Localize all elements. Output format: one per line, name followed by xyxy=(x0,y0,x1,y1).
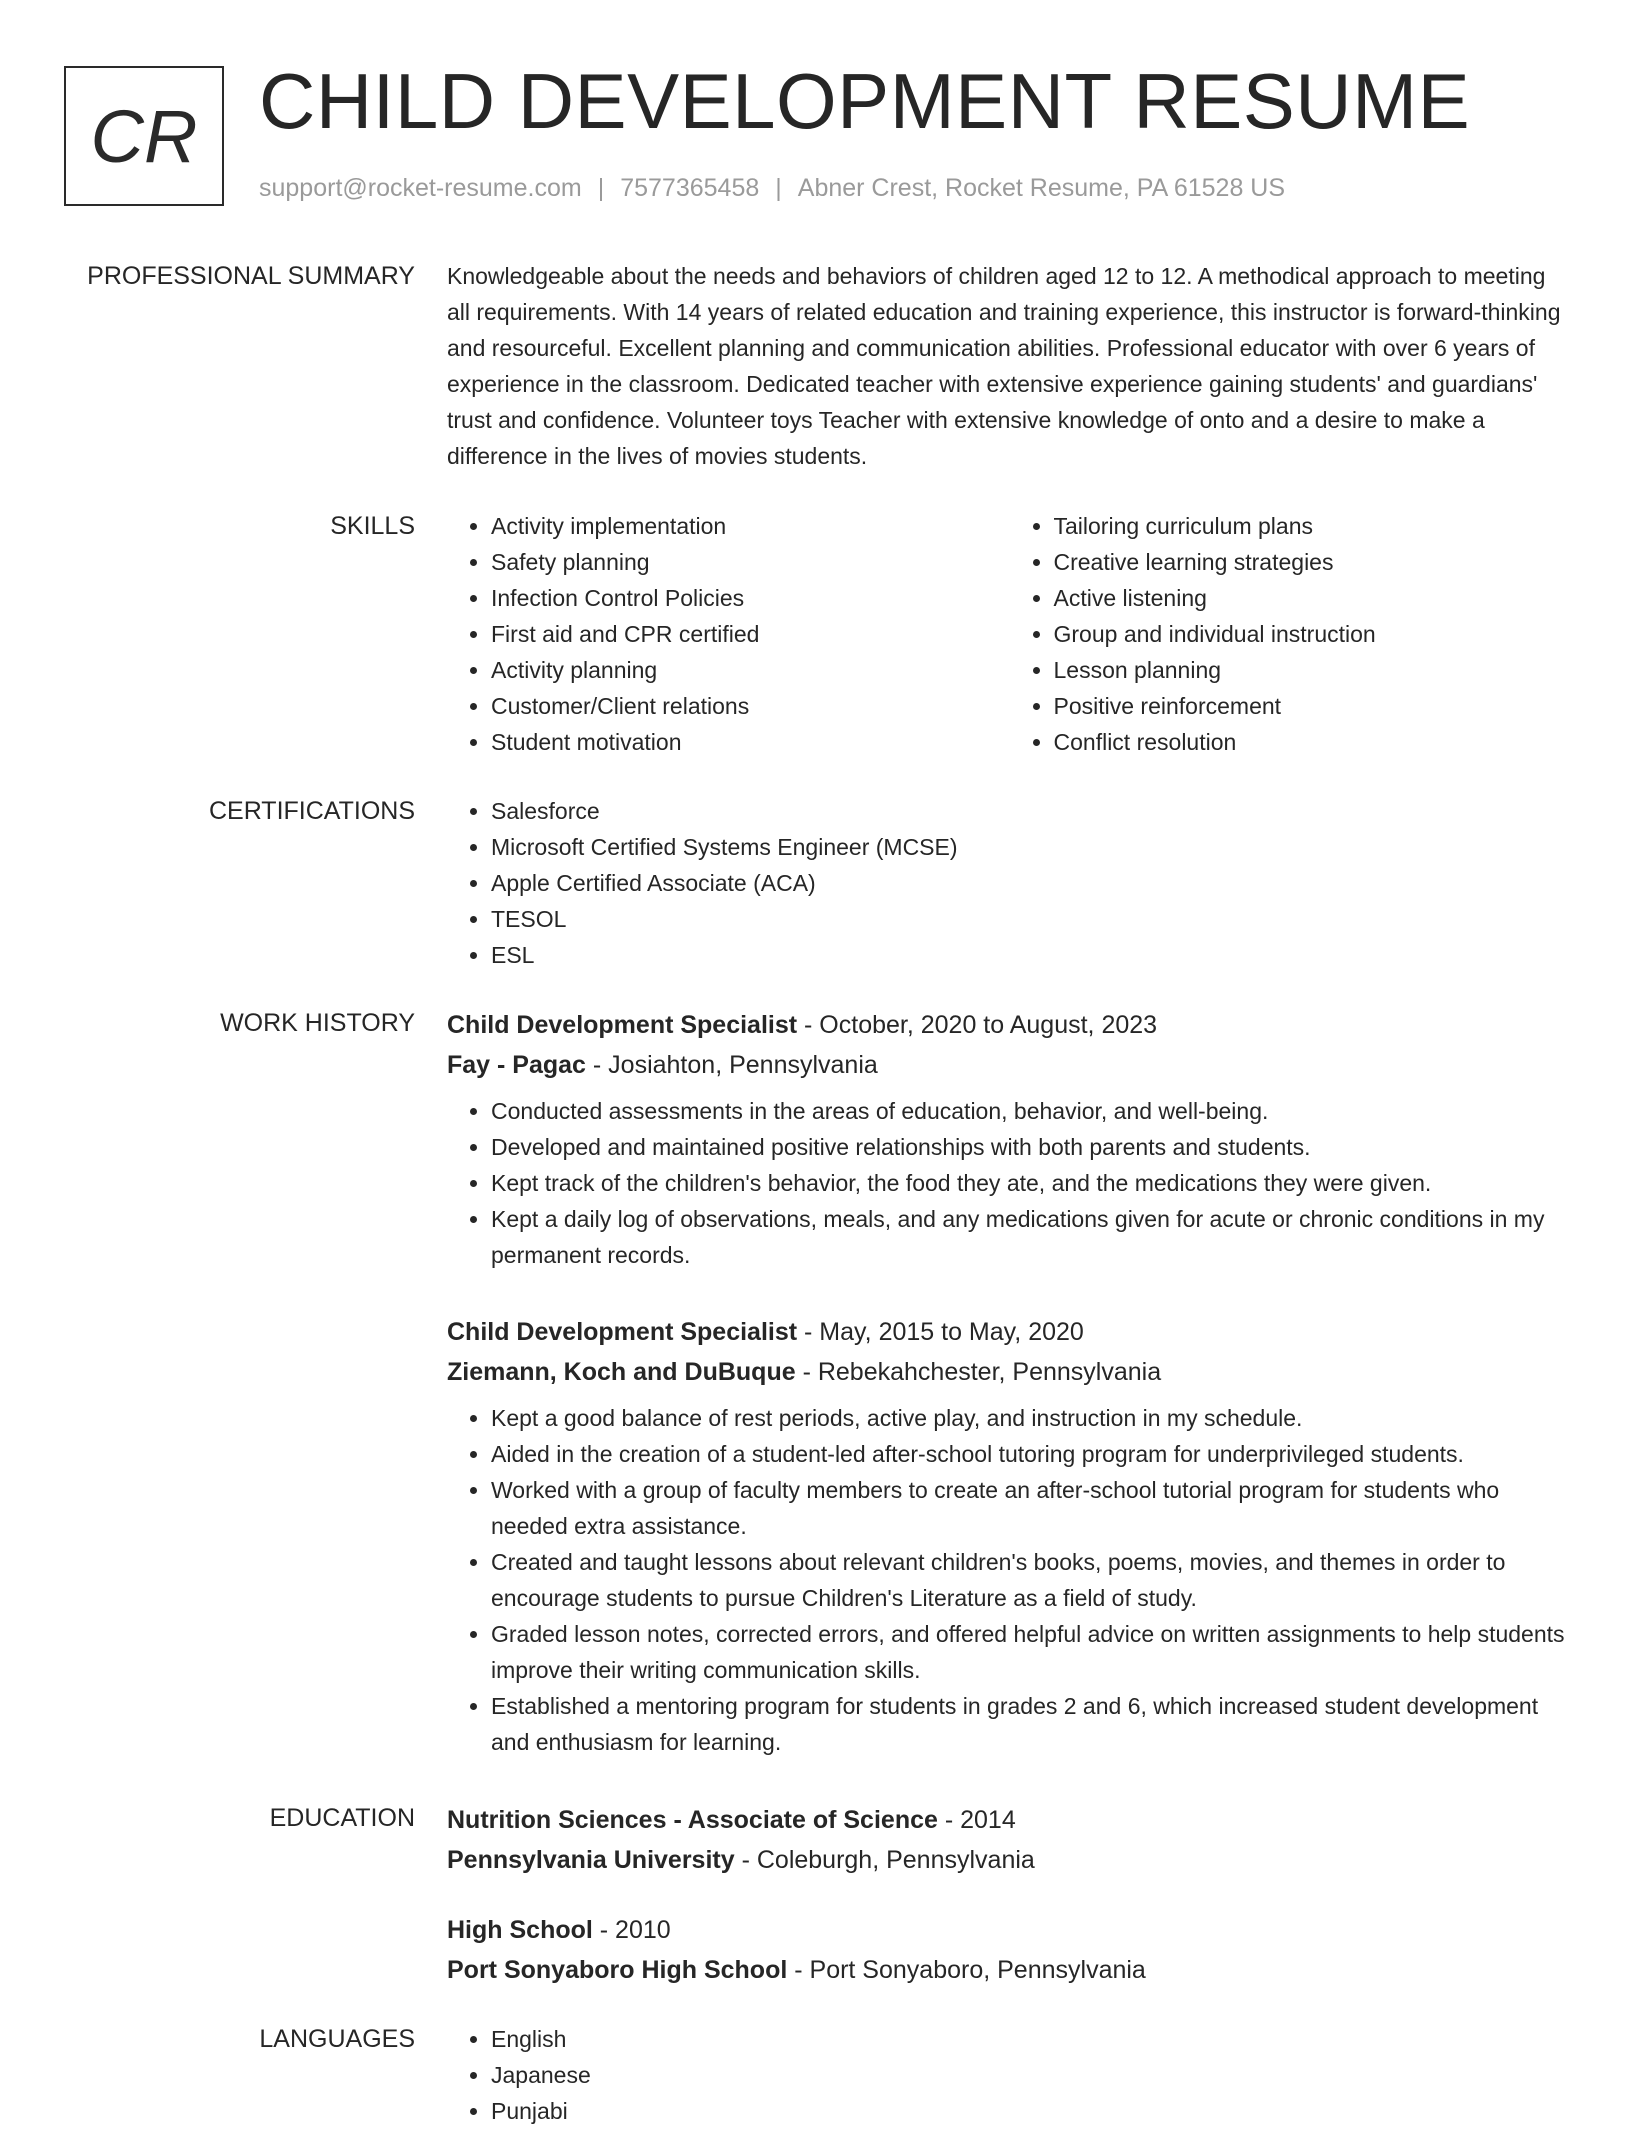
duty-item: • Conducted assessments in the areas of education, behavior, and well-being. xyxy=(491,1093,1572,1129)
duty-item: • Kept a good balance of rest periods, active play, and instruction in my schedule. xyxy=(491,1400,1572,1436)
certification-item: • Apple Certified Associate (ACA) xyxy=(491,865,1572,901)
certifications-list xyxy=(447,793,1572,973)
duties-list xyxy=(447,1093,1572,1273)
degree-name: High School xyxy=(447,1916,593,1944)
education-entry xyxy=(447,1800,1572,1880)
contact-separator: | xyxy=(775,174,782,202)
duty-item: • Kept a daily log of observations, meals, and any medications given for acute or chronic conditions in my permanent records. xyxy=(491,1201,1572,1273)
school-location: - Port Sonyaboro, Pennsylvania xyxy=(787,1956,1146,1984)
employer-location: - Josiahton, Pennsylvania xyxy=(585,1051,878,1079)
job-title-line xyxy=(447,1312,1572,1352)
job-entry xyxy=(447,1005,1572,1273)
skills-list-right xyxy=(1010,508,1573,760)
duty-item: • Aided in the creation of a student-led after-school tutoring program for underprivileged students. xyxy=(491,1436,1572,1472)
degree-year: - 2010 xyxy=(592,1916,671,1944)
skill-item: • Active listening xyxy=(1054,580,1573,616)
job-title: Child Development Specialist xyxy=(447,1318,798,1346)
certification-item: • Salesforce xyxy=(491,793,1572,829)
language-item: • Japanese xyxy=(491,2057,1572,2093)
section-label: LANGUAGES xyxy=(259,2025,415,2053)
school-name: Pennsylvania University xyxy=(447,1846,735,1874)
employer-name: Fay - Pagac xyxy=(447,1051,586,1079)
degree-line xyxy=(447,1910,1572,1950)
job-entry xyxy=(447,1312,1572,1760)
employer-line xyxy=(447,1045,1572,1085)
resume-title: CHILD DEVELOPMENT RESUME xyxy=(259,57,1471,145)
contact-phone[interactable]: 7577365458 xyxy=(620,174,760,202)
contact-line xyxy=(259,174,1285,203)
duty-item: • Developed and maintained positive relationships with both parents and students. xyxy=(491,1129,1572,1165)
certification-item: • ESL xyxy=(491,937,1572,973)
skill-item: • Conflict resolution xyxy=(1054,724,1573,760)
monogram-logo: CR xyxy=(64,66,224,206)
language-item: • Punjabi xyxy=(491,2093,1572,2129)
contact-address: Abner Crest, Rocket Resume, PA 61528 US xyxy=(797,174,1286,202)
skill-item: • Tailoring curriculum plans xyxy=(1054,508,1573,544)
skill-item: • Customer/Client relations xyxy=(491,688,1010,724)
degree-name: Nutrition Sciences - Associate of Science xyxy=(447,1806,938,1834)
duty-item: • Created and taught lessons about relevant children's books, poems, movies, and themes in order to encourage students to pursue Children's Literature as a field of study. xyxy=(491,1544,1572,1616)
skill-item: • Creative learning strategies xyxy=(1054,544,1573,580)
job-title: Child Development Specialist xyxy=(447,1011,798,1039)
skill-item: • Student motivation xyxy=(491,724,1010,760)
skills-list-left xyxy=(447,508,1010,760)
section-label: PROFESSIONAL SUMMARY xyxy=(87,262,415,290)
language-item: • English xyxy=(491,2021,1572,2057)
school-location: - Coleburgh, Pennsylvania xyxy=(734,1846,1035,1874)
languages-list xyxy=(447,2021,1572,2129)
school-line xyxy=(447,1950,1572,1990)
duty-item: • Graded lesson notes, corrected errors, and offered helpful advice on written assignments to help students improve their writing communication skills. xyxy=(491,1616,1572,1688)
school-line xyxy=(447,1840,1572,1880)
contact-separator: | xyxy=(597,174,605,202)
duty-item: • Established a mentoring program for students in grades 2 and 6, which increased student development and enthusiasm for learning. xyxy=(491,1688,1572,1760)
summary-text: Knowledgeable about the needs and behaviors of children aged 12 to 12. A methodical approach to meeting all requirements. With 14 years of related education and training experience, this instructor is forward-thinking and resourceful. Excellent planning and communication abilities. Professional educator with over 6 years of experience in the classroom. Dedicated teacher with extensive experience gaining students' and guardians' trust and confidence. Volunteer toys Teacher with extensive knowledge of onto and a desire to make a difference in the lives of movies students. xyxy=(447,263,1561,469)
skill-item: • Lesson planning xyxy=(1054,652,1573,688)
employer-name: Ziemann, Koch and DuBuque xyxy=(447,1358,796,1386)
contact-email[interactable]: support@rocket-resume.com xyxy=(259,174,582,202)
job-dates: - October, 2020 to August, 2023 xyxy=(797,1011,1158,1039)
duties-list xyxy=(447,1400,1572,1760)
employer-line xyxy=(447,1352,1572,1392)
skill-item: • First aid and CPR certified xyxy=(491,616,1010,652)
section-label: WORK HISTORY xyxy=(220,1009,415,1037)
education-entry xyxy=(447,1910,1572,1990)
job-title-line xyxy=(447,1005,1572,1045)
skill-item: • Group and individual instruction xyxy=(1054,616,1573,652)
employer-location: - Rebekahchester, Pennsylvania xyxy=(795,1358,1162,1386)
job-dates: - May, 2015 to May, 2020 xyxy=(797,1318,1084,1346)
section-label: SKILLS xyxy=(330,512,415,540)
duty-item: • Kept track of the children's behavior, the food they ate, and the medications they were given. xyxy=(491,1165,1572,1201)
duty-item: • Worked with a group of faculty members to create an after-school tutorial program for students who needed extra assistance. xyxy=(491,1472,1572,1544)
section-label: EDUCATION xyxy=(269,1804,415,1832)
certification-item: • Microsoft Certified Systems Engineer (MCSE) xyxy=(491,829,1572,865)
skill-item: • Infection Control Policies xyxy=(491,580,1010,616)
degree-year: - 2014 xyxy=(937,1806,1016,1834)
skill-item: • Positive reinforcement xyxy=(1054,688,1573,724)
section-label: CERTIFICATIONS xyxy=(208,797,415,825)
certification-item: • TESOL xyxy=(491,901,1572,937)
skill-item: • Safety planning xyxy=(491,544,1010,580)
degree-line xyxy=(447,1800,1572,1840)
skill-item: • Activity implementation xyxy=(491,508,1010,544)
skill-item: • Activity planning xyxy=(491,652,1010,688)
school-name: Port Sonyaboro High School xyxy=(447,1956,788,1984)
